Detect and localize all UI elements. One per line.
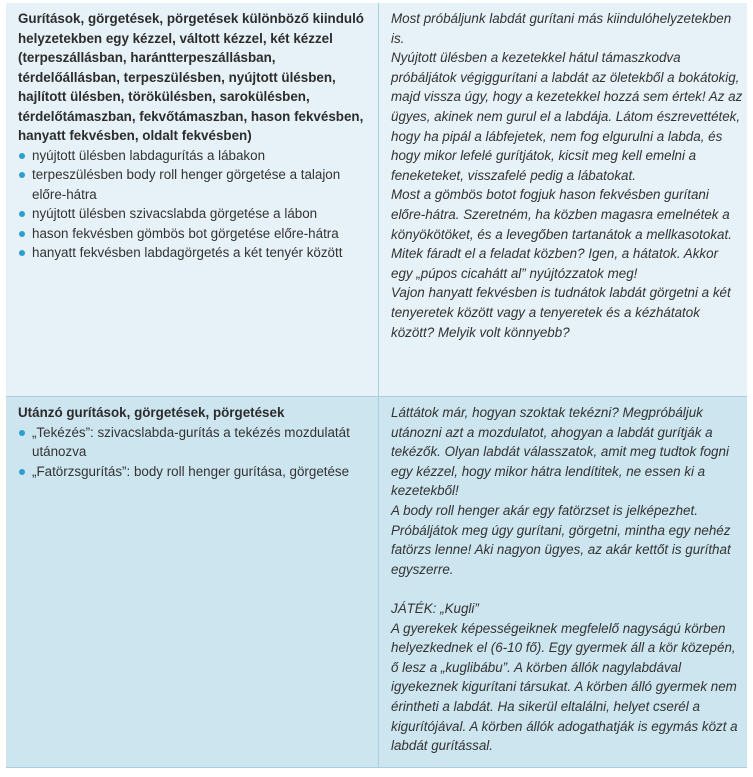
game-description: JÁTÉK: „Kugli” A gyerekek képességeiknek megfelelő nagyságú körben helyezkednek el (6-10 fő). Egy gyermek áll a kör közepén, ő lesz a „kuglibábu”. A körben állók nagylabdával igyekeznek kigurítani társukat. A körben álló gyermek nem érintheti a labdát. Ha sikerül eltalálni, helyet cserél a kigurítójával. A körben állók adogathatják is egymás közt a labdát gurítással. [391, 600, 738, 754]
list-item: terpeszülésben body roll henger görgetése a talajon előre-hátra [18, 165, 370, 204]
bullet-icon [19, 231, 25, 237]
bullet-icon [19, 430, 25, 436]
table-row [6, 397, 747, 768]
list-item: „Fatörzsgurítás”: body roll henger gurítása, görgetése [18, 462, 370, 482]
bullet-icon [19, 172, 25, 178]
bullet-icon [19, 153, 25, 159]
exercise-heading: Utánzó gurítások, görgetések, pörgetések [18, 405, 285, 420]
bullet-icon [19, 250, 25, 256]
exercise-cell [6, 397, 379, 767]
exercise-cell [6, 3, 379, 396]
activity-table [6, 3, 747, 768]
list-item: hason fekvésben gömbös bot görgetése előre-hátra [18, 224, 370, 244]
list-item: nyújtott ülésben labdagurítás a lábakon [18, 146, 370, 166]
bullet-icon [19, 469, 25, 475]
list-item: hanyatt fekvésben labdagörgetés a két tenyér között [18, 243, 370, 263]
exercise-list [18, 146, 370, 263]
table-row [6, 3, 747, 397]
list-item: „Tekézés”: szivacslabda-gurítás a tekézés mozdulatát utánozva [18, 423, 370, 462]
instruction-cell [379, 3, 747, 396]
bullet-icon [19, 211, 25, 217]
exercise-list [18, 423, 370, 482]
instruction-cell [379, 397, 747, 767]
exercise-heading: Gurítások, görgetések, pörgetések különböző kiinduló helyzetekben egy kézzel, váltott kézzel, két kézzel (terpeszállásban, harántterpeszállásban, térdelőállásban, terpeszülésben, nyújtott ülésben, hajlított ülésben, törökülésben, sarokülésben, térdelőtámaszban, fekvőtámaszban, hason fekvésben, hanyatt fekvésben, oldalt fekvésben) [18, 11, 364, 143]
instruction-text: Most próbáljunk labdát gurítani más kiindulóhelyzetekben is. Nyújtott ülésben a kezetekkel hátul támaszkodva próbáljátok végiggurítani a labdát az öletekből a bokátokig, majd vissza úgy, hogy a kezetekkel hozzá sem értek! Az az ügyes, akinek nem gurul el a labdája. Látom észrevettétek, hogy ha pipál a lábfejetek, nem fog elgurulni a labda, és hogy mikor lefelé gurítjátok, kicsit meg kell emelni a feneketeket, visszafelé pedig a lábatokat. Most a gömbös botot fogjuk hason fekvésben gurítani előre-hátra. Szeretném, ha közben magasra emelnétek a könyökötöket, és a levegőben tartanátok a mellkasotokat. Mitek fáradt el a feladat közben? Igen, a hátatok. Akkor egy „púpos cicahátt al” nyújtózzatok meg! Vajon hanyatt fekvésben is tudnátok labdát görgetni a két tenyeretek között vagy a tenyeretek és a kézhátatok között? Melyik volt könnyebb? [391, 11, 743, 340]
instruction-text: Láttátok már, hogyan szoktak tekézni? Megpróbáljuk utánozni azt a mozdulatot, ahogyan a labdát gurítják a tekézők. Olyan labdát válasszatok, amit meg tudtok fogni egy kézzel, hogy mikor hátra lendítitek, ne essen ki a kezetekből! A body roll henger akár egy fatörzset is jelképezhet. Próbáljátok meg úgy gurítani, görgetni, mintha egy nehéz fatörzs lenne! Aki nagyon ügyes, az akár kettőt is guríthat egyszerre. [391, 405, 731, 577]
list-item: nyújtott ülésben szivacslabda görgetése a lábon [18, 204, 370, 224]
